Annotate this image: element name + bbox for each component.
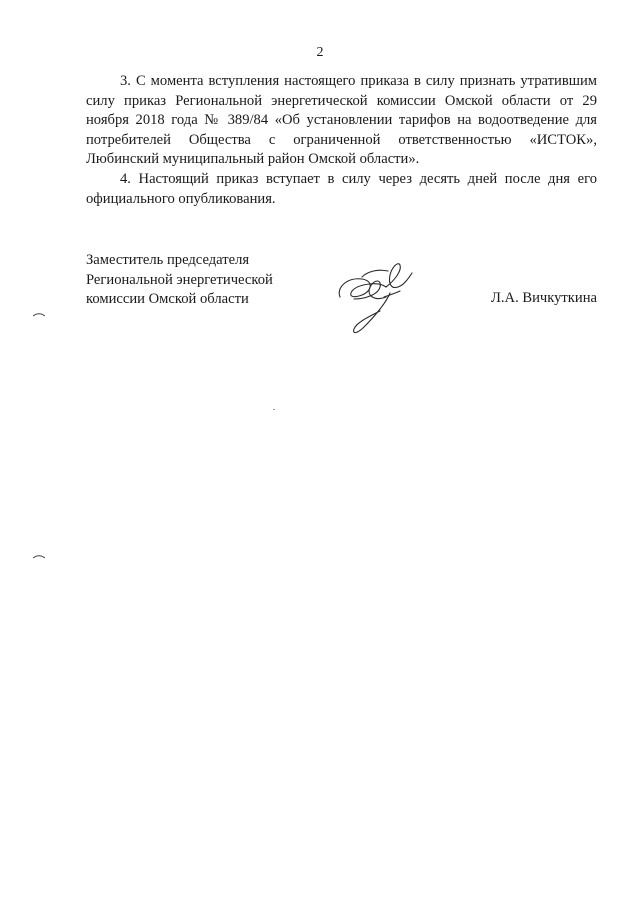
scan-edge-mark: [33, 313, 45, 317]
scan-speck: [273, 409, 275, 410]
document-body: [86, 72, 597, 209]
signatory-title: [86, 251, 326, 310]
signatory-title-line: Заместитель председателя: [86, 252, 250, 268]
signatory-title-line: Региональной энергетической: [86, 271, 273, 288]
paragraph-4: 4. Настоящий приказ вступает в силу через десять дней после дня его официального опубликования.: [86, 170, 597, 207]
paragraph-3: 3. С момента вступления настоящего приказа в силу признать утратившим силу приказ Региональной энергетической комиссии Омской области от 29 ноября 2018 года № 389/84 «Об установлении тарифов на водоотведение для потребителей Общества с ограниченной ответственностью «ИСТОК», Любинский муниципальный район Омской области».: [86, 73, 597, 168]
scan-edge-mark: [33, 555, 45, 559]
handwritten-signature: [334, 257, 418, 339]
signature-block: [86, 251, 597, 341]
signatory-title-line: комиссии Омской области: [86, 291, 249, 308]
page-number: 2: [316, 45, 324, 60]
signatory-name: Л.А. Вичкуткина: [490, 290, 597, 306]
